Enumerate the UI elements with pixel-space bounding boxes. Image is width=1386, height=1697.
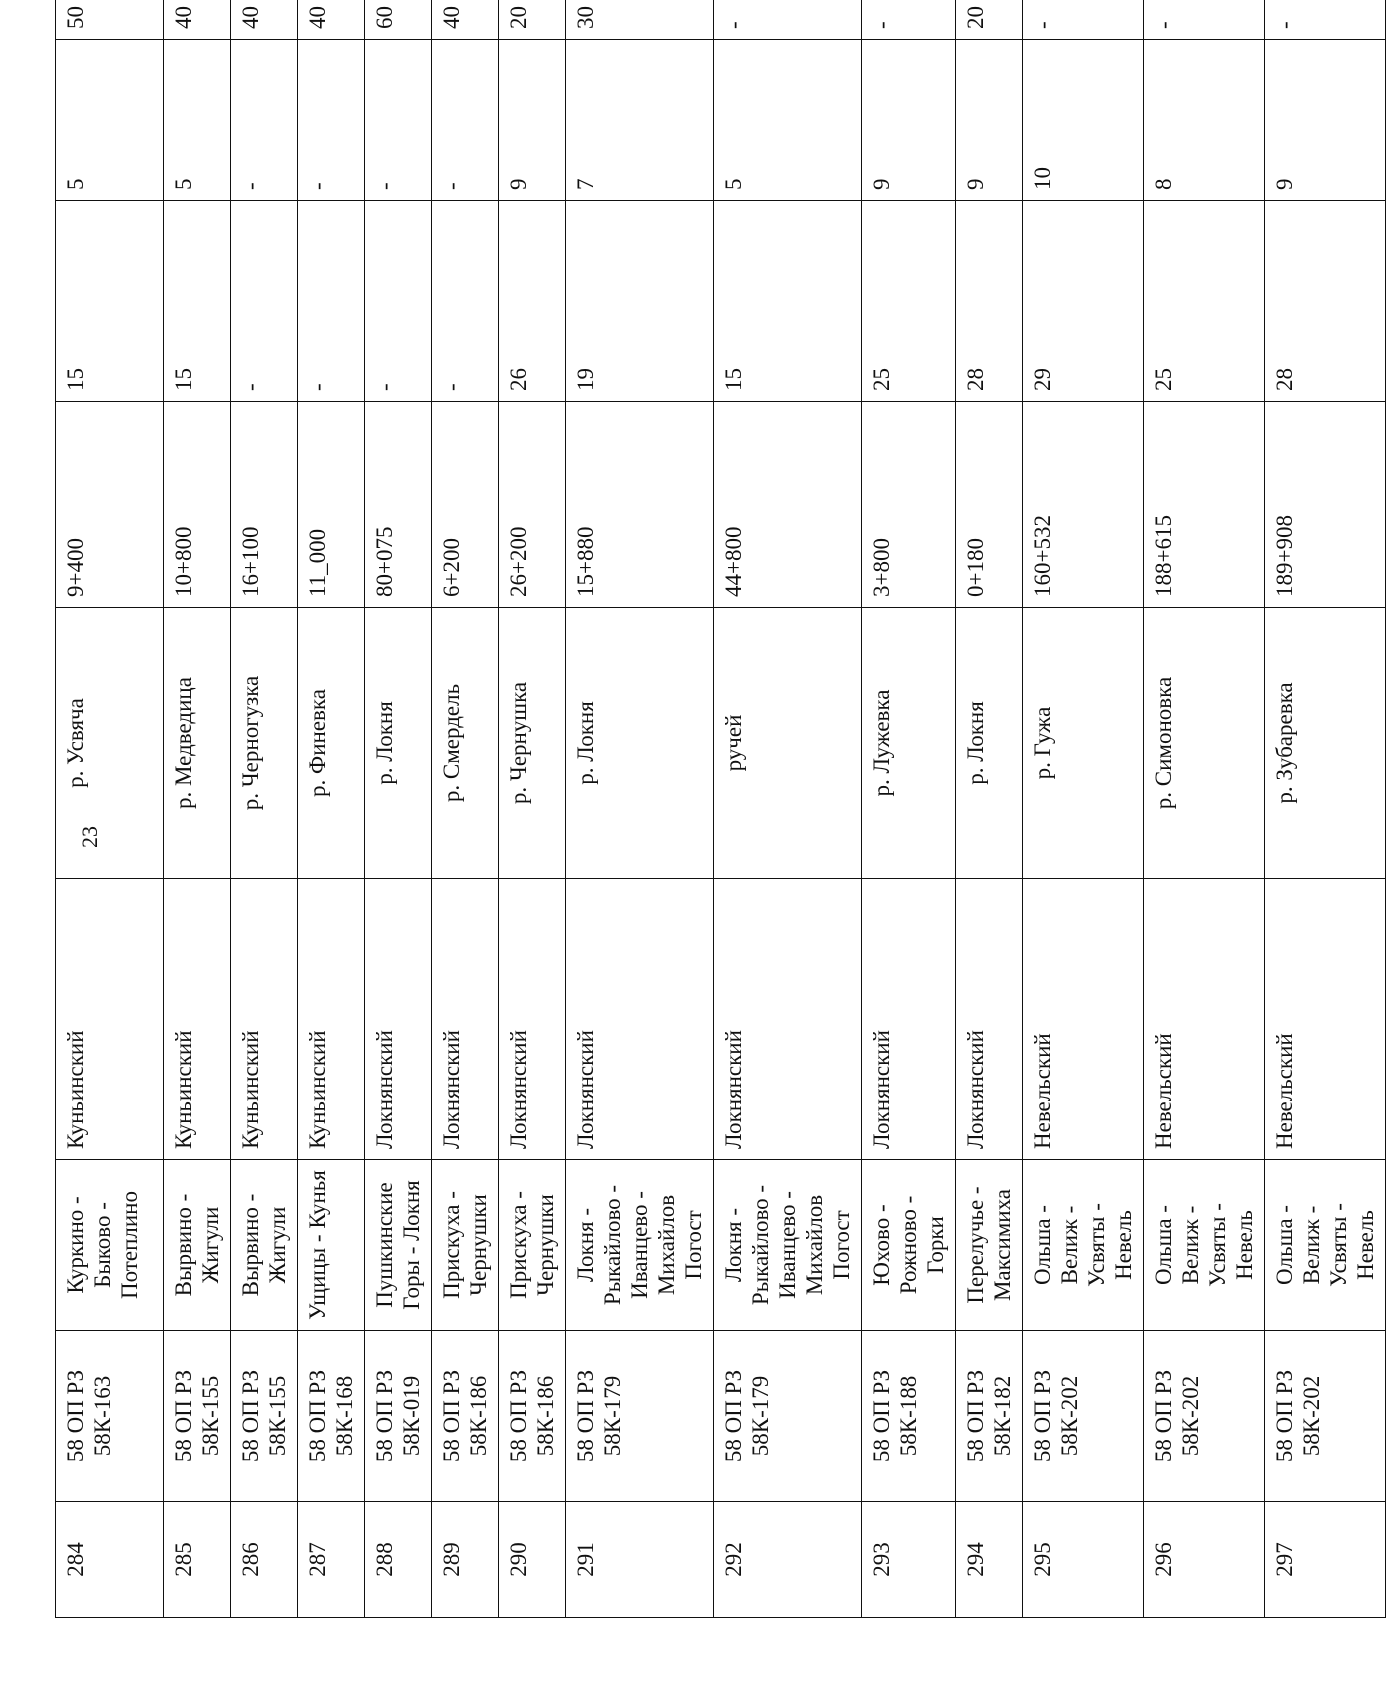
cell-district: Локнянский [566,879,714,1160]
cell-length: - [432,201,499,402]
cell-route: Перелучье - Максимиха [956,1160,1023,1331]
cell-road-id: 58 ОП РЗ 58К-179 [566,1331,714,1502]
cell-route: Локня - Рыкайлово - Иванцево - Михайлов Погост [566,1160,714,1331]
table-row [714,0,862,1618]
cell-load: 30 [566,0,714,40]
cell-road-id: 58 ОП РЗ 58К-182 [956,1331,1023,1502]
table-row [1265,0,1386,1618]
cell-load: - [1144,0,1265,40]
cell-route: Ольша - Велиж - Усвяты - Невель [1144,1160,1265,1331]
cell-load: - [1023,0,1144,40]
cell-number: 295 [1023,1502,1144,1618]
cell-length: 29 [1023,201,1144,402]
cell-number: 288 [365,1502,432,1618]
cell-district: Локнянский [499,879,566,1160]
cell-load: 40 [164,0,231,40]
cell-river: р. Усвяча [56,608,164,879]
table-row [566,0,714,1618]
cell-width: - [231,40,298,201]
cell-load: 20 [499,0,566,40]
cell-width: 5 [164,40,231,201]
cell-route: Прискуха - Чернушки [499,1160,566,1331]
cell-river: р. Финевка [298,608,365,879]
cell-number: 286 [231,1502,298,1618]
cell-width: - [298,40,365,201]
cell-road-id: 58 ОП РЗ 58К-186 [499,1331,566,1502]
cell-load: 40 [432,0,499,40]
table-row [56,0,164,1618]
table-row [1023,0,1144,1618]
cell-width: 9 [956,40,1023,201]
cell-river: р. Симоновка [1144,608,1265,879]
cell-river: р. Гужа [1023,608,1144,879]
cell-load: 50 [56,0,164,40]
cell-route: Прискуха - Чернушки [432,1160,499,1331]
cell-district: Локнянский [956,879,1023,1160]
cell-length: 15 [56,201,164,402]
cell-km: 11_000 [298,402,365,608]
cell-km: 0+180 [956,402,1023,608]
table-row [164,0,231,1618]
cell-district: Невельский [1023,879,1144,1160]
cell-length: 25 [1144,201,1265,402]
cell-length: - [298,201,365,402]
cell-district: Невельский [1144,879,1265,1160]
cell-km: 16+100 [231,402,298,608]
cell-width: 9 [499,40,566,201]
cell-route: Ольша - Велиж - Усвяты - Невель [1023,1160,1144,1331]
cell-district: Куньинский [298,879,365,1160]
cell-river: р. Зубаревка [1265,608,1386,879]
cell-km: 80+075 [365,402,432,608]
cell-district: Куньинский [56,879,164,1160]
cell-river: р. Смердель [432,608,499,879]
cell-width: 5 [714,40,862,201]
cell-width: - [432,40,499,201]
cell-river: р. Чернушка [499,608,566,879]
cell-river: р. Локня [566,608,714,879]
cell-km: 44+800 [714,402,862,608]
cell-road-id: 58 ОП РЗ 58К-202 [1023,1331,1144,1502]
cell-km: 189+908 [1265,402,1386,608]
cell-width: 8 [1144,40,1265,201]
cell-road-id: 58 ОП РЗ 58К-179 [714,1331,862,1502]
cell-number: 290 [499,1502,566,1618]
table-row [365,0,432,1618]
cell-length: 19 [566,201,714,402]
cell-number: 289 [432,1502,499,1618]
cell-road-id: 58 ОП РЗ 58К-155 [164,1331,231,1502]
cell-km: 160+532 [1023,402,1144,608]
cell-district: Невельский [1265,879,1386,1160]
cell-river: ручей [714,608,862,879]
cell-number: 294 [956,1502,1023,1618]
cell-km: 15+880 [566,402,714,608]
cell-road-id: 58 ОП РЗ 58К-186 [432,1331,499,1502]
cell-district: Куньинский [164,879,231,1160]
cell-length: 15 [164,201,231,402]
cell-route: Ольша - Велиж - Усвяты - Невель [1265,1160,1386,1331]
cell-km: 26+200 [499,402,566,608]
cell-km: 188+615 [1144,402,1265,608]
cell-number: 292 [714,1502,862,1618]
cell-road-id: 58 ОП РЗ 58К-163 [56,1331,164,1502]
cell-number: 296 [1144,1502,1265,1618]
page-number: 23 [77,826,102,848]
cell-route: Вырвино - Жигули [164,1160,231,1331]
cell-length: 28 [956,201,1023,402]
cell-route: Ущицы - Кунья [298,1160,365,1331]
cell-load: - [862,0,956,40]
cell-route: Юхово - Рожново - Горки [862,1160,956,1331]
cell-load: 60 [365,0,432,40]
cell-district: Локнянский [365,879,432,1160]
cell-river: р. Лужевка [862,608,956,879]
cell-width: 9 [1265,40,1386,201]
cell-route: Пушкинские Горы - Локня [365,1160,432,1331]
cell-district: Локнянский [862,879,956,1160]
cell-km: 9+400 [56,402,164,608]
cell-length: - [365,201,432,402]
cell-route: Вырвино - Жигули [231,1160,298,1331]
cell-load: 20 [956,0,1023,40]
cell-river: р. Медведица [164,608,231,879]
cell-width: 10 [1023,40,1144,201]
table-row [499,0,566,1618]
table-row [1144,0,1265,1618]
cell-width: 7 [566,40,714,201]
cell-width: 9 [862,40,956,201]
cell-length: 28 [1265,201,1386,402]
cell-district: Куньинский [231,879,298,1160]
bridges-table [55,0,1386,1618]
table-row [432,0,499,1618]
cell-length: 25 [862,201,956,402]
cell-river: р. Локня [365,608,432,879]
cell-road-id: 58 ОП РЗ 58К-155 [231,1331,298,1502]
cell-number: 287 [298,1502,365,1618]
cell-number: 291 [566,1502,714,1618]
cell-number: 284 [56,1502,164,1618]
cell-road-id: 58 ОП РЗ 58К-202 [1265,1331,1386,1502]
cell-number: 285 [164,1502,231,1618]
cell-district: Локнянский [432,879,499,1160]
cell-length: 26 [499,201,566,402]
cell-length: - [231,201,298,402]
cell-load: 40 [298,0,365,40]
cell-load: 40 [231,0,298,40]
cell-width: 5 [56,40,164,201]
cell-number: 297 [1265,1502,1386,1618]
cell-road-id: 58 ОП РЗ 58К-188 [862,1331,956,1502]
cell-route: Куркино - Быково - Потеплино [56,1160,164,1331]
table-row [298,0,365,1618]
cell-km: 10+800 [164,402,231,608]
cell-river: р. Локня [956,608,1023,879]
cell-road-id: 58 ОП РЗ 58К-019 [365,1331,432,1502]
bridges-table-body [56,0,1386,1618]
cell-width: - [365,40,432,201]
cell-km: 3+800 [862,402,956,608]
table-row [956,0,1023,1618]
table-row [231,0,298,1618]
cell-district: Локнянский [714,879,862,1160]
cell-road-id: 58 ОП РЗ 58К-168 [298,1331,365,1502]
cell-number: 293 [862,1502,956,1618]
cell-load: - [714,0,862,40]
table-row [862,0,956,1618]
cell-km: 6+200 [432,402,499,608]
cell-load: - [1265,0,1386,40]
cell-length: 15 [714,201,862,402]
cell-road-id: 58 ОП РЗ 58К-202 [1144,1331,1265,1502]
cell-river: р. Черногузка [231,608,298,879]
cell-route: Локня - Рыкайлово - Иванцево - Михайлов Погост [714,1160,862,1331]
